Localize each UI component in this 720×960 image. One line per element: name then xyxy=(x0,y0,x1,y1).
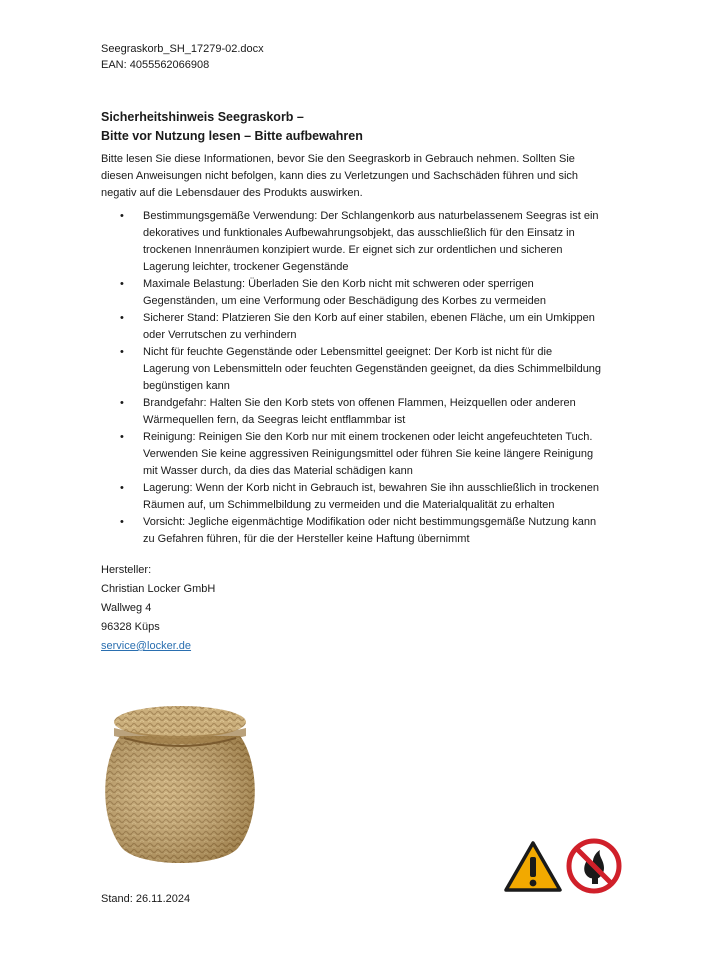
bullet-icon: • xyxy=(120,482,124,494)
intro-paragraph xyxy=(101,151,621,202)
list-item xyxy=(101,344,621,395)
no-open-flame-icon xyxy=(566,838,622,894)
item-line: Reinigung: Reinigen Sie den Korb nur mit einem trockenen oder leicht angefeuchteten Tuch. xyxy=(143,431,593,443)
item-line: mit Wasser durch, da dies das Material schädigen kann xyxy=(143,465,413,477)
item-line: Verwenden Sie keine aggressiven Reinigungsmittel oder führen Sie keine längere Reinigung xyxy=(143,448,594,460)
title-line-2: Bitte vor Nutzung lesen – Bitte aufbewahren xyxy=(101,129,363,143)
list-item xyxy=(101,276,621,310)
manufacturer-city: 96328 Küps xyxy=(101,621,160,633)
manufacturer-company: Christian Locker GmbH xyxy=(101,583,216,595)
list-item xyxy=(101,514,621,548)
item-line: zu Gefahren führen, für die der Hersteller keine Haftung übernimmt xyxy=(143,533,470,545)
bullet-icon: • xyxy=(120,516,124,528)
item-line: trockenen Innenräumen konzipiert wurde. Er eignet sich zur ordentlichen und sicheren xyxy=(143,244,563,256)
document-title xyxy=(101,108,363,146)
list-item xyxy=(101,208,621,276)
list-item xyxy=(101,310,621,344)
item-line: begünstigen kann xyxy=(143,380,230,392)
item-line: Lagerung: Wenn der Korb nicht in Gebrauch ist, bewahren Sie ihn ausschließlich in trockenen xyxy=(143,482,599,494)
bullet-icon: • xyxy=(120,278,124,290)
bullet-icon: • xyxy=(120,346,124,358)
manufacturer-block xyxy=(101,561,215,656)
item-line: Lagerung leichter, trockener Gegenstände xyxy=(143,261,349,273)
item-line: dekoratives und funktionales Aufbewahrungsobjekt, das ausschließlich für den Einsatz in xyxy=(143,227,575,239)
manufacturer-street: Wallweg 4 xyxy=(101,602,152,614)
bullet-icon: • xyxy=(120,397,124,409)
item-line: Vorsicht: Jegliche eigenmächtige Modifikation oder nicht bestimmungsgemäße Nutzung kann xyxy=(143,516,597,528)
item-line: Räumen auf, um Schimmelbildung zu vermeiden und die Materialqualität zu erhalten xyxy=(143,499,555,511)
item-line: Gegenständen, um eine Verformung oder Beschädigung des Korbes zu vermeiden xyxy=(143,295,546,307)
list-item xyxy=(101,480,621,514)
bullet-icon: • xyxy=(120,210,124,222)
item-line: Nicht für feuchte Gegenstände oder Lebensmittel geeignet: Der Korb ist nicht für die xyxy=(143,346,553,358)
item-line: oder Verrutschen zu verhindern xyxy=(143,329,297,341)
intro-line: Bitte lesen Sie diese Informationen, bevor Sie den Seegraskorb in Gebrauch nehmen. Sollten Sie xyxy=(101,153,575,165)
item-line: Maximale Belastung: Überladen Sie den Korb nicht mit schweren oder sperrigen xyxy=(143,278,534,290)
safety-instructions-list xyxy=(101,208,621,548)
list-item xyxy=(101,429,621,480)
item-line: Wärmequellen fern, da Seegras leicht entflammbar ist xyxy=(143,414,406,426)
bullet-icon: • xyxy=(120,312,124,324)
document-date: Stand: 26.11.2024 xyxy=(101,893,191,905)
item-line: Brandgefahr: Halten Sie den Korb stets von offenen Flammen, Heizquellen oder anderen xyxy=(143,397,576,409)
file-name: Seegraskorb_SH_17279-02.docx xyxy=(101,43,264,55)
intro-line: negativ auf die Lebensdauer des Produkts auswirken. xyxy=(101,187,363,199)
warning-triangle-icon xyxy=(503,840,563,894)
bullet-icon: • xyxy=(120,431,124,443)
list-item xyxy=(101,395,621,429)
intro-line: diesen Anweisungen nicht befolgen, kann dies zu Verletzungen und Sachschäden führen und sich xyxy=(101,170,579,182)
item-line: Bestimmungsgemäße Verwendung: Der Schlangenkorb aus naturbelassenem Seegras ist ein xyxy=(143,210,599,222)
item-line: Lagerung von Lebensmitteln oder feuchten Gegenständen geeignet, da dies Schimmelbildung xyxy=(143,363,602,375)
manufacturer-label: Hersteller: xyxy=(101,564,152,576)
document-header xyxy=(101,41,264,73)
item-line: Sicherer Stand: Platzieren Sie den Korb auf einer stabilen, ebenen Fläche, um ein Umkippen xyxy=(143,312,595,324)
manufacturer-email-link[interactable]: service@locker.de xyxy=(101,640,192,652)
seagrass-basket-image xyxy=(100,698,260,870)
ean-number: EAN: 4055562066908 xyxy=(101,59,210,71)
title-line-1: Sicherheitshinweis Seegraskorb – xyxy=(101,110,304,124)
